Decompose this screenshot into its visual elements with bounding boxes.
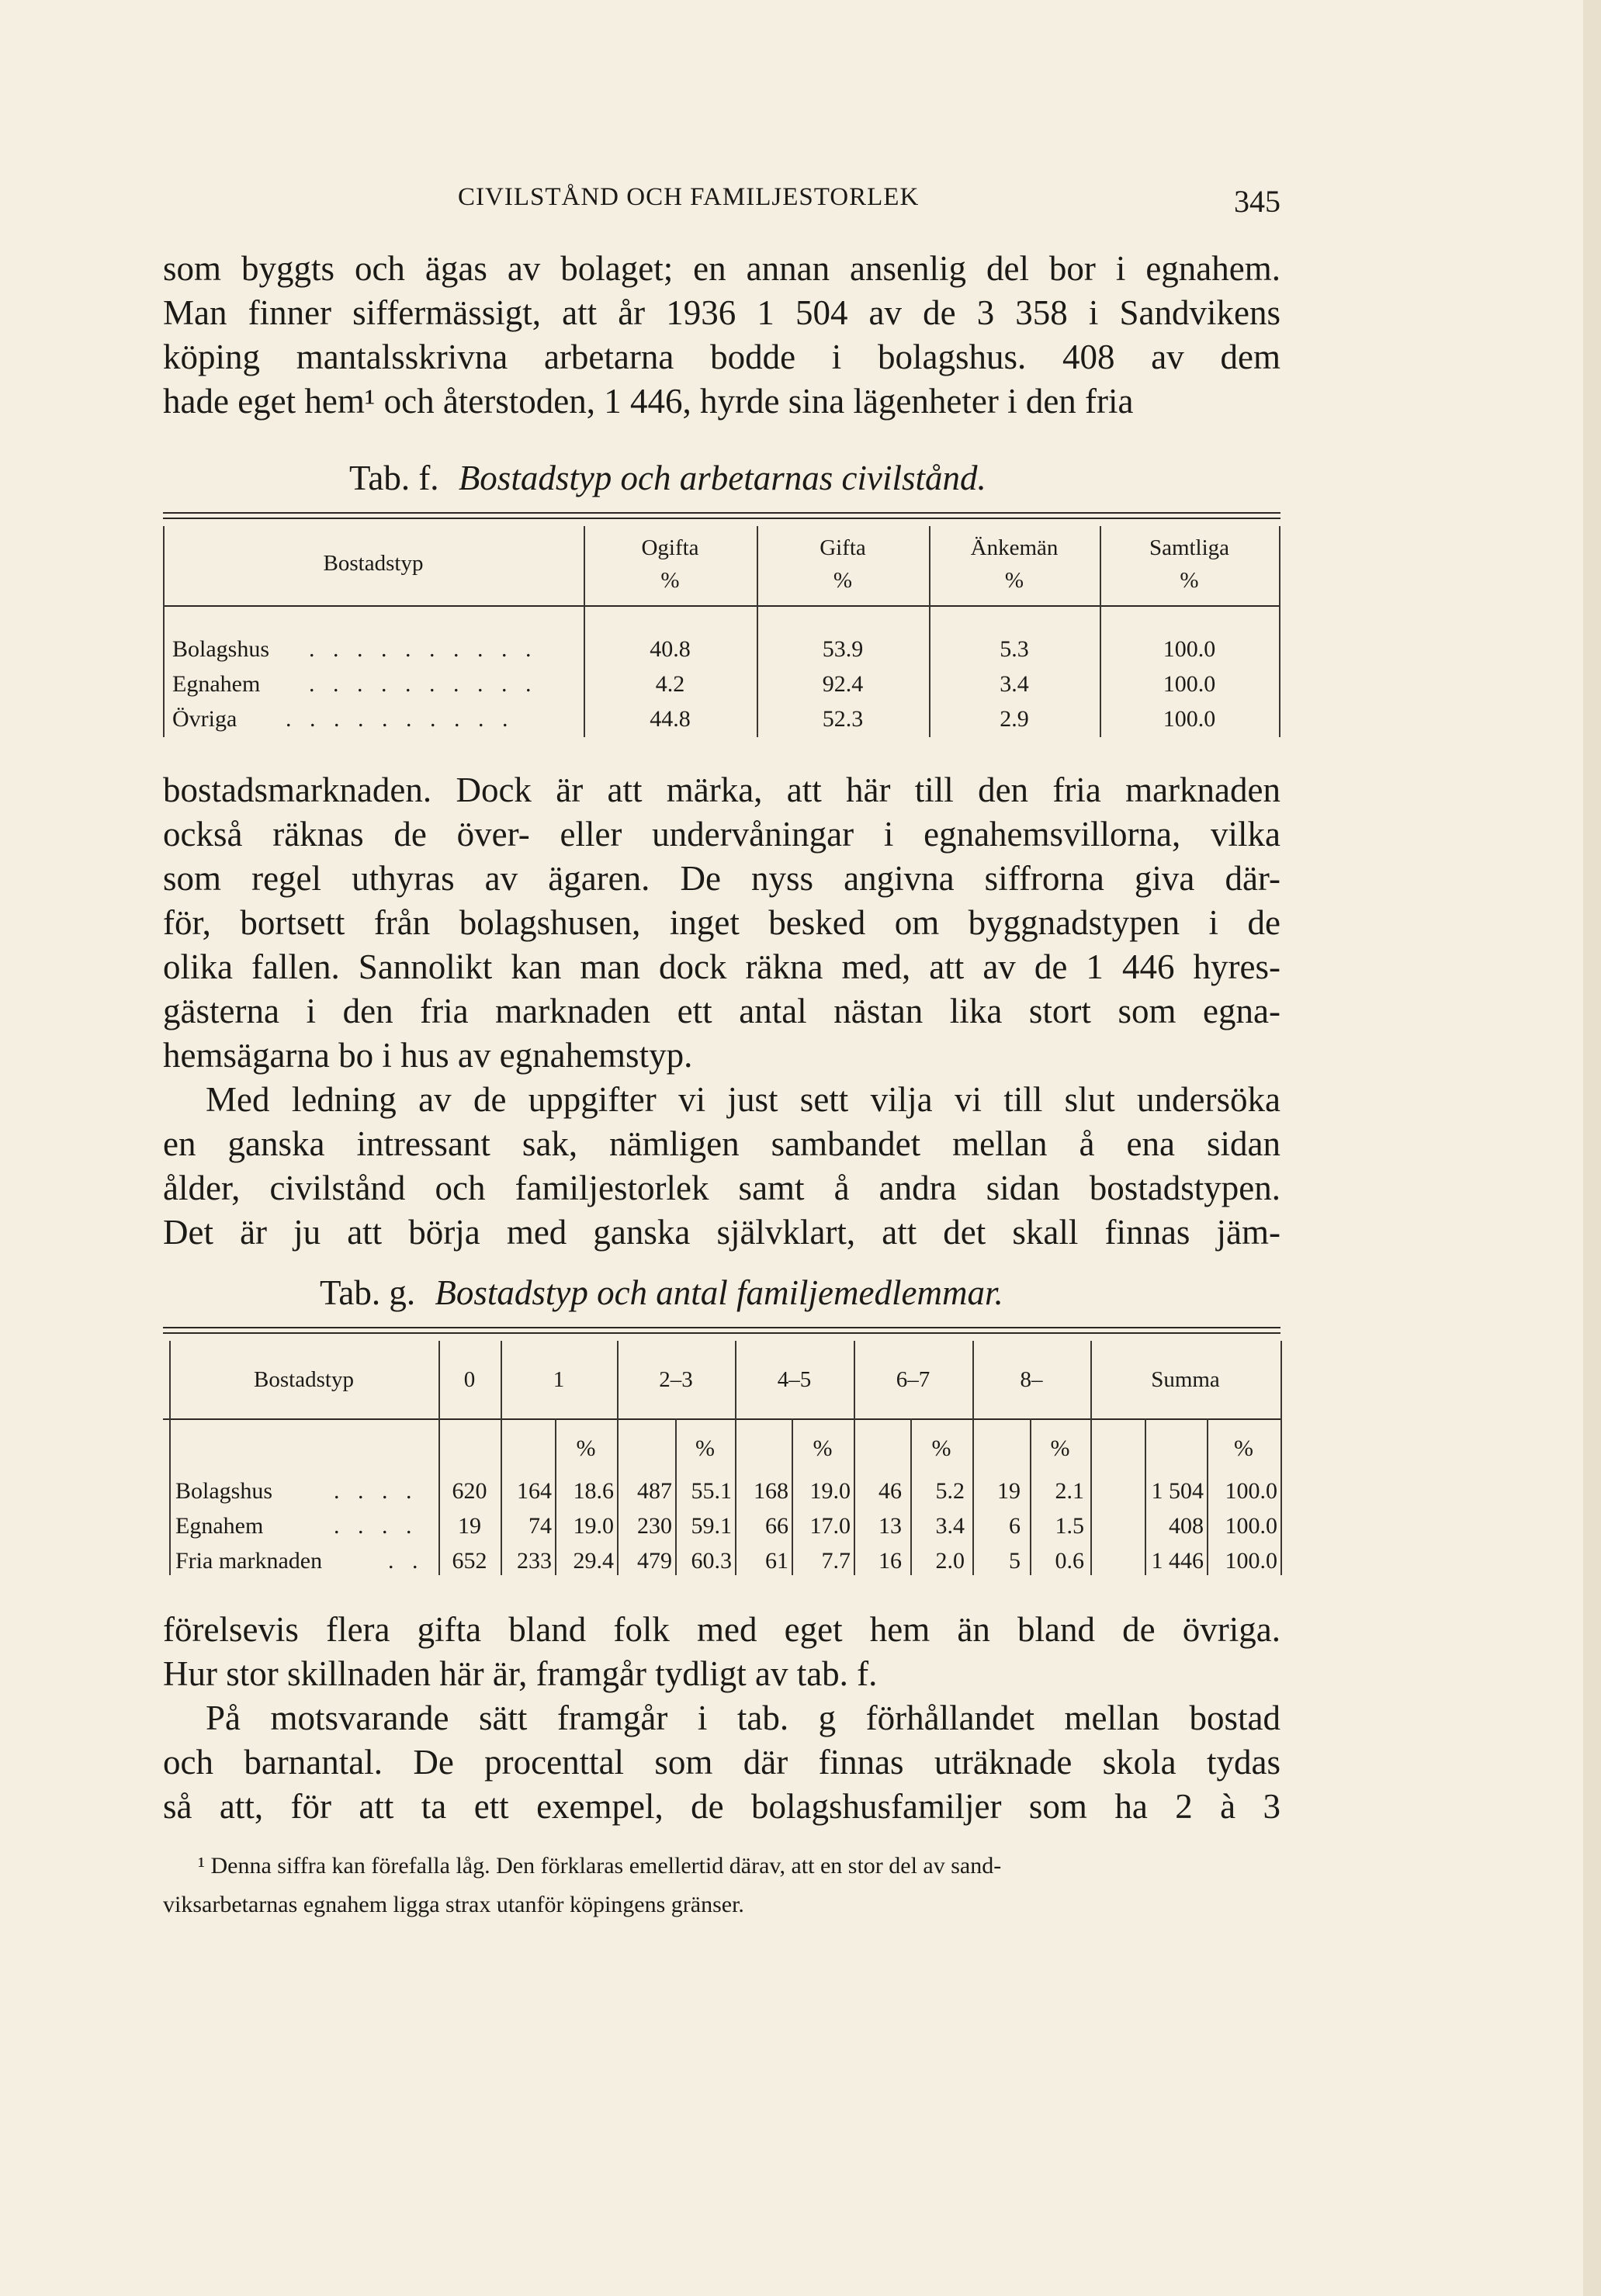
table-g-cell: 100.0: [1225, 1513, 1277, 1539]
footnote: [163, 1847, 1280, 1924]
table-g-label: Tab. g.: [320, 1273, 416, 1312]
table-g-cell: 61: [765, 1548, 788, 1574]
footnote-line: viksarbetarnas egnahem ligga strax utanför köpingens gränser.: [163, 1892, 744, 1917]
table-g-cell: 74: [528, 1513, 552, 1539]
table-g-group: 6–7: [896, 1367, 930, 1392]
table-g-pct: %: [1050, 1435, 1070, 1461]
running-header: [163, 183, 1280, 222]
table-f-caption: [349, 458, 986, 498]
table-f-row-label: Egnahem: [172, 671, 261, 697]
table-f-cell: 100.0: [1163, 636, 1216, 662]
table-g-row-label: Fria marknaden: [175, 1548, 323, 1574]
table-g-cell: 2.1: [1055, 1478, 1084, 1504]
table-f-row-label: Övriga: [172, 706, 237, 732]
table-g-cell: 60.3: [691, 1548, 732, 1574]
table-f-cell: 2.9: [1000, 706, 1029, 732]
text-line: så att, för att ta ett exempel, de bolagshusfamiljer som ha 2 à 3: [163, 1787, 1280, 1826]
table-g-group: 2–3: [659, 1367, 693, 1392]
text-line: Man finner siffermässigt, att år 1936 1 504 av de 3 358 i Sandvikens: [163, 293, 1280, 332]
table-f-cell: 100.0: [1163, 671, 1216, 697]
table-g-pct: %: [695, 1435, 715, 1461]
page-edge: [1583, 0, 1601, 2296]
paragraph-2: [163, 768, 1280, 1255]
table-g-pct: %: [576, 1435, 596, 1461]
footnote-line: ¹ Denna siffra kan förefalla låg. Den förklaras emellertid därav, att en stor del av sand-: [198, 1853, 1002, 1879]
text-line: På motsvarande sätt framgår i tab. g förhållandet mellan bostad: [206, 1699, 1280, 1737]
table-f-cell: 4.2: [655, 671, 685, 697]
table-g-cell: 0.6: [1055, 1548, 1084, 1574]
table-g-cell: 100.0: [1225, 1548, 1277, 1574]
text-line: hade eget hem¹ och återstoden, 1 446, hyrde sina lägenheter i den fria: [163, 382, 1134, 421]
table-g-cell: 16: [878, 1548, 902, 1574]
text-line: ålder, civilstånd och familjestorlek samt å andra sidan bostadstypen.: [163, 1169, 1280, 1207]
table-g-pct: %: [1234, 1435, 1253, 1461]
table-g-cell: 6: [1009, 1513, 1021, 1539]
text-line: som regel uthyras av ägaren. De nyss angivna siffrorna giva där-: [163, 859, 1280, 898]
table-g-cell: 479: [637, 1548, 672, 1574]
table-g-cell: 19.0: [573, 1513, 614, 1539]
text-line: olika fallen. Sannolikt kan man dock räkna med, att av de 1 446 hyres-: [163, 947, 1280, 986]
table-g-cell: 487: [637, 1478, 672, 1504]
table-f-unit: %: [833, 568, 853, 593]
table-g-cell: 13: [878, 1513, 902, 1539]
table-g-cell: 19: [997, 1478, 1021, 1504]
table-g-row-label: Bolagshus: [175, 1478, 273, 1504]
table-g-title: Bostadstyp och antal familjemedlemmar.: [435, 1273, 1003, 1312]
text-line: för, bortsett från bolagshusen, inget besked om byggnadstypen i de: [163, 903, 1280, 942]
table-f-cell: 52.3: [822, 706, 864, 732]
table-f-col-samtliga: Samtliga: [1149, 535, 1230, 560]
page-number: 345: [1234, 184, 1280, 219]
table-g-cell: 652: [452, 1548, 487, 1574]
leader-dots: . . . .: [334, 1513, 418, 1539]
table-g-cell: 29.4: [573, 1548, 614, 1574]
table-f-cell: 40.8: [650, 636, 691, 662]
table-g-cell: 168: [754, 1478, 788, 1504]
table-g-pct: %: [931, 1435, 951, 1461]
table-g-cell: 66: [765, 1513, 788, 1539]
leader-dots: . .: [388, 1548, 425, 1574]
table-f-row-label: Bolagshus: [172, 636, 270, 662]
table-f-col-gifta: Gifta: [820, 535, 866, 560]
table-g-cell: 18.6: [573, 1478, 614, 1504]
table-f-cell: 5.3: [1000, 636, 1029, 662]
table-f-col-header: Bostadstyp: [323, 551, 424, 576]
table-g-cell: 164: [517, 1478, 552, 1504]
table-g-group: 1: [553, 1367, 565, 1392]
table-g-cell: 230: [637, 1513, 672, 1539]
table-f-unit: %: [1004, 568, 1024, 593]
paragraph-3: [163, 1608, 1280, 1829]
table-g-group: 0: [463, 1367, 476, 1392]
table-f-cell: 53.9: [822, 636, 864, 662]
leader-dots: . . . . . . . . . .: [286, 706, 515, 732]
leader-dots: . . . .: [334, 1478, 418, 1504]
text-line: också räknas de över- eller undervåningar i egnahemsvillorna, vilka: [163, 815, 1280, 854]
table-g-cell: 233: [517, 1548, 552, 1574]
text-line: hemsägarna bo i hus av egnahemstyp.: [163, 1036, 693, 1075]
table-f-cell: 3.4: [1000, 671, 1029, 697]
table-g-cell: 19.0: [809, 1478, 851, 1504]
table-f-col-ogifta: Ogifta: [641, 535, 699, 560]
text-line: Med ledning av de uppgifter vi just sett vilja vi till slut undersöka: [206, 1080, 1280, 1119]
text-line: bostadsmarknaden. Dock är att märka, att här till den fria marknaden: [163, 771, 1280, 809]
table-g-cell: 55.1: [691, 1478, 732, 1504]
table-g-col-header: Bostadstyp: [254, 1367, 354, 1392]
text-line: gästerna i den fria marknaden ett antal nästan lika stort som egna-: [163, 992, 1280, 1030]
table-f: [163, 512, 1280, 745]
table-g-cell: 2.0: [935, 1548, 965, 1574]
text-line: en ganska intressant sak, nämligen sambandet mellan å ena sidan: [163, 1124, 1280, 1163]
table-g-cell: 7.7: [821, 1548, 851, 1574]
table-g-group: 4–5: [777, 1367, 812, 1392]
table-g-cell: 19: [458, 1513, 481, 1539]
table-g-pct: %: [813, 1435, 833, 1461]
leader-dots: . . . . . . . . . .: [309, 671, 538, 697]
table-g-cell: 59.1: [691, 1513, 732, 1539]
table-f-cell: 100.0: [1163, 706, 1216, 732]
table-g-row-label: Egnahem: [175, 1513, 264, 1539]
table-g-group: 8–: [1020, 1367, 1043, 1392]
running-title: CIVILSTÅND OCH FAMILJESTORLEK: [458, 183, 920, 211]
table-g-cell: 5.2: [935, 1478, 965, 1504]
table-g-cell: 1 504: [1151, 1478, 1204, 1504]
table-g-cell: 620: [452, 1478, 487, 1504]
table-g-cell: 1.5: [1055, 1513, 1084, 1539]
table-f-col-ankeman: Änkemän: [970, 535, 1059, 560]
table-g-cell: 100.0: [1225, 1478, 1277, 1504]
table-g-cell: 1 446: [1151, 1548, 1204, 1574]
table-g-cell: 3.4: [935, 1513, 965, 1539]
table-f-cell: 92.4: [822, 671, 864, 697]
table-g-caption: [320, 1273, 1003, 1313]
table-f-unit: %: [1180, 568, 1199, 593]
table-g-cell: 46: [878, 1478, 902, 1504]
table-f-title: Bostadstyp och arbetarnas civilstånd.: [458, 459, 986, 497]
table-g-cell: 408: [1169, 1513, 1204, 1539]
text-line: Det är ju att börja med ganska självklart, att det skall finnas jäm-: [163, 1213, 1280, 1252]
text-line: Hur stor skillnaden här är, framgår tydligt av tab. f.: [163, 1654, 878, 1693]
table-g-group: Summa: [1151, 1367, 1220, 1392]
table-f-label: Tab. f.: [349, 459, 439, 497]
table-f-cell: 44.8: [650, 706, 691, 732]
text-line: som byggts och ägas av bolaget; en annan ansenlig del bor i egnahem.: [163, 249, 1280, 288]
paragraph-1: [163, 247, 1280, 424]
text-line: förelsevis flera gifta bland folk med eget hem än bland de övriga.: [163, 1610, 1280, 1649]
table-g-cell: 17.0: [809, 1513, 851, 1539]
text-line: och barnantal. De procenttal som där finnas uträknade skola tydas: [163, 1743, 1280, 1782]
table-f-unit: %: [660, 568, 680, 593]
text-line: köping mantalsskrivna arbetarna bodde i bolagshus. 408 av dem: [163, 338, 1280, 376]
leader-dots: . . . . . . . . . .: [309, 636, 538, 662]
table-g-cell: 5: [1009, 1548, 1021, 1574]
table-g: [163, 1327, 1280, 1583]
